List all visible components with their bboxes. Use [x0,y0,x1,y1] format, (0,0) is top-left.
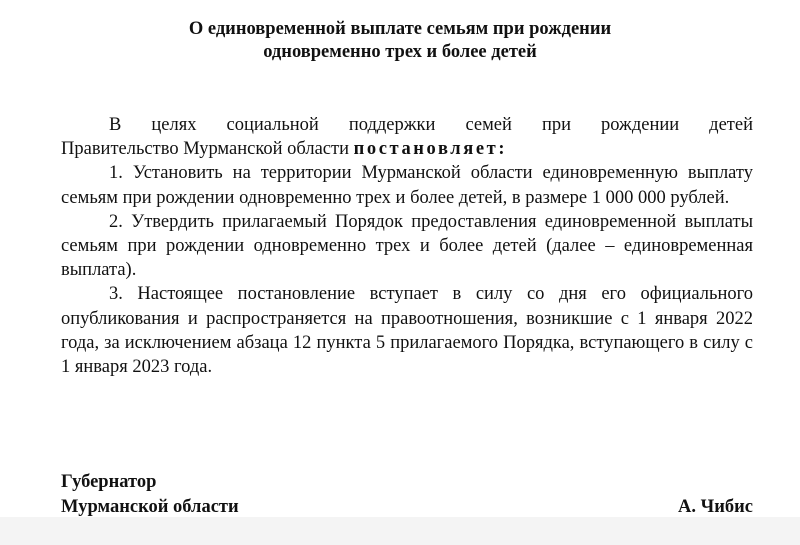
bottom-strip [0,517,800,545]
signatory-name: А. Чибис [678,496,753,517]
preamble-line-1: В целях социальной поддержки семей при рождении детей [109,115,753,135]
signature-position-2: Мурманской области [61,496,239,517]
preamble-government: Правительство Мурманской области [61,139,354,160]
signature-position-1: Губернатор [61,472,157,492]
decree-colon: : [498,139,505,160]
document-body [61,113,753,379]
point-2: 2. Утвердить прилагаемый Порядок предоставления единовременной выплаты семьям при рождении одновременно трех и более детей (далее – единовременная выплата). [61,211,753,281]
title-line-1: О единовременной выплате семьям при рождении [188,19,612,39]
preamble-paragraph [61,113,753,161]
signature-block [61,470,753,519]
document-title [0,18,800,64]
point-1: 1. Установить на территории Мурманской области единовременную выплату семьям при рождении одновременно трех и более детей, в размере 1 000 000 рублей. [61,163,753,208]
signature-row [61,495,753,520]
title-line-2: одновременно трех и более детей [263,42,537,62]
point-3: 3. Настоящее постановление вступает в силу со дня его официального опубликования и распространяется на правоотношения, возникшие с 1 января 2022 года, за исключением абзаца 12 пункта 5 прилагаемого Порядка, вступающего в силу с 1 января 2023 года. [61,284,753,378]
preamble-line-2 [61,139,505,159]
decree-word: постановляет [353,139,499,160]
